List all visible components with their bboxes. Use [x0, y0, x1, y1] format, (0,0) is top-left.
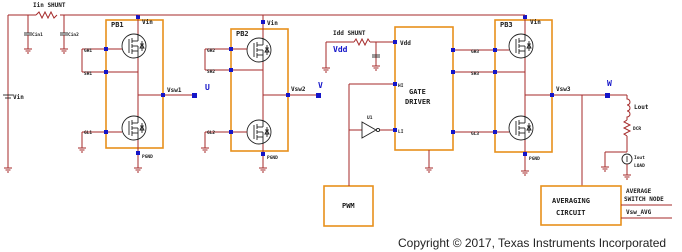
pb1-vin-label: Vin: [142, 19, 153, 26]
pb1-label: PB1: [111, 21, 124, 29]
output-load-network: [601, 95, 632, 179]
vdd-label: Vdd: [333, 45, 348, 54]
phase-w-label: W: [607, 79, 612, 88]
switch-node-label: SWITCH NODE: [624, 196, 664, 203]
gd-hi-pin-label: HI: [398, 84, 404, 89]
copyright-notice: Copyright © 2017, Texas Instruments Incorporated: [398, 236, 667, 250]
iin-shunt-label: Iin SHUNT: [33, 2, 66, 9]
gh1-label: GH1: [84, 49, 93, 54]
cin1-label: Cin1: [32, 33, 43, 38]
pb3-label: PB3: [500, 21, 513, 29]
averaging-circuit-block: [541, 186, 672, 225]
idd-shunt-resistor: [354, 39, 370, 45]
pb2-pgnd-label: PGND: [267, 156, 278, 161]
u1-label: U1: [367, 116, 373, 121]
vsw2-label: Vsw2: [291, 86, 306, 93]
gate-driver-title-2: DRIVER: [405, 98, 431, 106]
gd-li-pin-label: LI: [398, 130, 404, 135]
phase-v-label: V: [318, 81, 323, 90]
average-label: AVERAGE: [626, 188, 652, 195]
pb1-pgnd-label: PGND: [142, 155, 153, 160]
lout-label: Lout: [634, 104, 649, 111]
sh3-label: SH3: [471, 72, 480, 77]
vdd-network: [322, 39, 395, 72]
cin2-capacitor: [60, 33, 68, 35]
power-block-pb1: [104, 15, 165, 172]
gd-vdd-pin-label: Vdd: [400, 40, 411, 47]
pb1-high-side-mosfet: [122, 34, 146, 58]
gh2-label: GH2: [207, 49, 216, 54]
idd-shunt-label: Idd SHUNT: [333, 30, 366, 37]
pb2-label: PB2: [236, 30, 249, 38]
pb3-pgnd-label: PGND: [529, 157, 540, 162]
power-block-pb3: [493, 15, 554, 175]
cin1-capacitor: [24, 33, 32, 35]
vsw-avg-label: Vsw_AVG: [626, 209, 652, 216]
pb3-high-side-mosfet: [509, 34, 533, 58]
sh2-label: SH2: [207, 70, 216, 75]
cin2-label: Cin2: [68, 33, 79, 38]
gate-driver-title-1: GATE: [409, 88, 426, 96]
averaging-circuit-title-2: CIRCUIT: [556, 209, 586, 217]
pwm-label: PWM: [342, 202, 355, 210]
sh1-label: SH1: [84, 72, 93, 77]
load-label: LOAD: [634, 164, 645, 169]
gl2-label: GL2: [207, 131, 216, 136]
pb2-high-side-mosfet: [247, 38, 271, 62]
pb3-low-side-mosfet: [509, 116, 533, 140]
dcr-label: DCR: [633, 127, 642, 132]
vin-label: Vin: [13, 94, 24, 101]
vsw1-label: Vsw1: [167, 87, 182, 94]
gl1-label: GL1: [84, 131, 93, 136]
pwm-source-block: [324, 84, 393, 226]
pb2-low-side-mosfet: [247, 120, 271, 144]
averaging-circuit-title-1: AVERAGING: [552, 197, 590, 205]
pb1-low-side-mosfet: [122, 116, 146, 140]
power-block-pb2: [229, 15, 290, 172]
gh3-label: GH3: [471, 50, 480, 55]
lout-inductor: [627, 95, 630, 120]
dcr-resistor: [624, 120, 630, 136]
iout-label: Iout: [634, 156, 645, 161]
vsw3-label: Vsw3: [556, 86, 571, 93]
gl3-label: GL3: [471, 132, 480, 137]
pb2-vin-label: Vin: [267, 20, 278, 27]
iin-shunt-resistor: [36, 12, 57, 18]
phase-u-label: U: [205, 83, 210, 92]
inverter-u1-symbol: [362, 122, 376, 138]
pb3-vin-label: Vin: [530, 19, 541, 26]
